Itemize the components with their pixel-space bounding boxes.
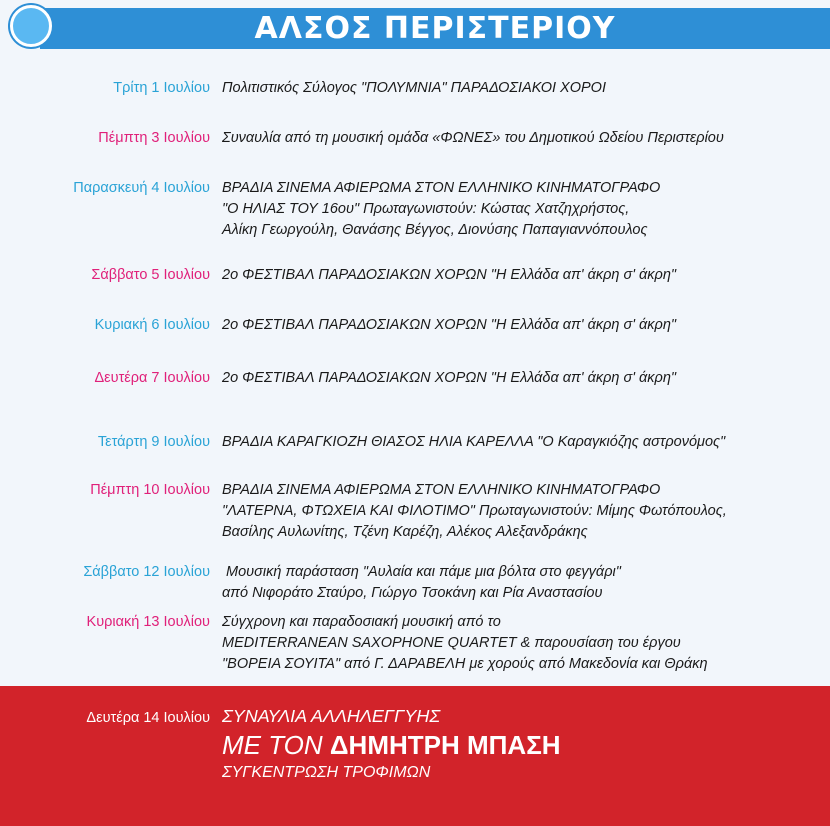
footer-date: Δευτέρα 14 Ιουλίου (86, 710, 210, 726)
event-line: Σύγχρονη και παραδοσιακή μουσική από το (222, 614, 501, 630)
event-description (222, 612, 822, 675)
event-date: Πέμπτη 10 Ιουλίου (90, 482, 210, 498)
event-line: Αλίκη Γεωργούλη, Θανάσης Βέγγος, Διονύσης Παπαγιαννόπουλος (222, 222, 648, 238)
event-line: Πολιτιστικός Σύλογος "ΠΟΛΥΜΝΙΑ" ΠΑΡΑΔΟΣΙΑΚΟΙ ΧΟΡΟΙ (222, 80, 606, 96)
event-line: Μουσική παράσταση "Αυλαία και πάμε μια βόλτα στο φεγγάρι" (222, 564, 621, 580)
event-date: Πέμπτη 3 Ιουλίου (98, 130, 210, 146)
event-line: "ΒΟΡΕΙΑ ΣΟΥΙΤΑ" από Γ. ΔΑΡΑΒΕΛΗ με χορούς από Μακεδονία και Θράκη (222, 656, 708, 672)
event-line: 2ο ΦΕΣΤΙΒΑΛ ΠΑΡΑΔΟΣΙΑΚΩΝ ΧΟΡΩΝ "Η Ελλάδα απ' άκρη σ' άκρη" (222, 317, 677, 333)
event-date: Παρασκευή 4 Ιουλίου (73, 180, 210, 196)
event-line: "Ο ΗΛΙΑΣ ΤΟΥ 16ου" Πρωταγωνιστούν: Κώστας Χατζηχρήστος, (222, 201, 630, 217)
event-description (222, 128, 822, 149)
event-date: Τετάρτη 9 Ιουλίου (97, 434, 210, 450)
page-title: ΑΛΣΟΣ ΠΕΡΙΣΤΕΡΙΟΥ (254, 11, 616, 46)
event-description (222, 562, 822, 604)
footer-line-2 (222, 730, 561, 761)
footer-banner (0, 686, 830, 826)
event-date: Κυριακή 13 Ιουλίου (86, 614, 210, 630)
event-line: από Νιφοράτο Σταύρο, Γιώργο Τσοκάνη και Ρία Αναστασίου (222, 585, 603, 601)
footer-artist-name: ΔΗΜΗΤΡΗ ΜΠΑΣΗ (329, 730, 561, 760)
event-line: 2ο ΦΕΣΤΙΒΑΛ ΠΑΡΑΔΟΣΙΑΚΩΝ ΧΟΡΩΝ "Η Ελλάδα απ' άκρη σ' άκρη" (222, 370, 677, 386)
event-line: MEDITERRANEAN SAXOPHONE QUARTET & παρουσίαση του έργου (222, 635, 681, 651)
event-description (222, 315, 822, 336)
event-date: Σάββατο 5 Ιουλίου (91, 267, 210, 283)
header (0, 0, 830, 56)
event-date: Τρίτη 1 Ιουλίου (113, 80, 210, 96)
footer-line-3: ΣΥΓΚΕΝΤΡΩΣΗ ΤΡΟΦΙΜΩΝ (222, 764, 431, 781)
footer-line-2-prefix: ΜΕ ΤΟΝ (222, 730, 330, 760)
event-date: Σάββατο 12 Ιουλίου (83, 564, 210, 580)
event-line: ΒΡΑΔΙΑ ΣΙΝΕΜΑ ΑΦΙΕΡΩΜΑ ΣΤΟΝ ΕΛΛΗΝΙΚΟ ΚΙΝΗΜΑΤΟΓΡΑΦΟ (222, 180, 661, 196)
event-description (222, 368, 822, 389)
event-line: ΒΡΑΔΙΑ ΚΑΡΑΓΚΙΟΖΗ ΘΙΑΣΟΣ ΗΛΙΑ ΚΑΡΕΛΛΑ "Ο Καραγκιόζης αστρονόμος" (222, 434, 726, 450)
event-line: 2ο ΦΕΣΤΙΒΑΛ ΠΑΡΑΔΟΣΙΑΚΩΝ ΧΟΡΩΝ "Η Ελλάδα απ' άκρη σ' άκρη" (222, 267, 677, 283)
event-line: Συναυλία από τη μουσική ομάδα «ΦΩΝΕΣ» του Δημοτικού Ωδείου Περιστερίου (222, 130, 724, 146)
event-description (222, 432, 822, 453)
event-description (222, 178, 822, 241)
event-date: Κυριακή 6 Ιουλίου (94, 317, 210, 333)
event-line: ΒΡΑΔΙΑ ΣΙΝΕΜΑ ΑΦΙΕΡΩΜΑ ΣΤΟΝ ΕΛΛΗΝΙΚΟ ΚΙΝΗΜΑΤΟΓΡΑΦΟ (222, 482, 661, 498)
event-line: Βασίλης Αυλωνίτης, Τζένη Καρέζη, Αλέκος Αλεξανδράκης (222, 524, 588, 540)
event-description (222, 265, 822, 286)
event-description (222, 480, 822, 543)
event-date: Δευτέρα 7 Ιουλίου (94, 370, 210, 386)
footer-line-1: ΣΥΝΑΥΛΙΑ ΑΛΛΗΛΕΓΓΥΗΣ (222, 706, 441, 726)
event-description (222, 78, 822, 99)
event-line: "ΛΑΤΕΡΝΑ, ΦΤΩΧΕΙΑ ΚΑΙ ΦΙΛΟΤΙΜΟ" Πρωταγωνιστούν: Μίμης Φωτόπουλος, (222, 503, 727, 519)
